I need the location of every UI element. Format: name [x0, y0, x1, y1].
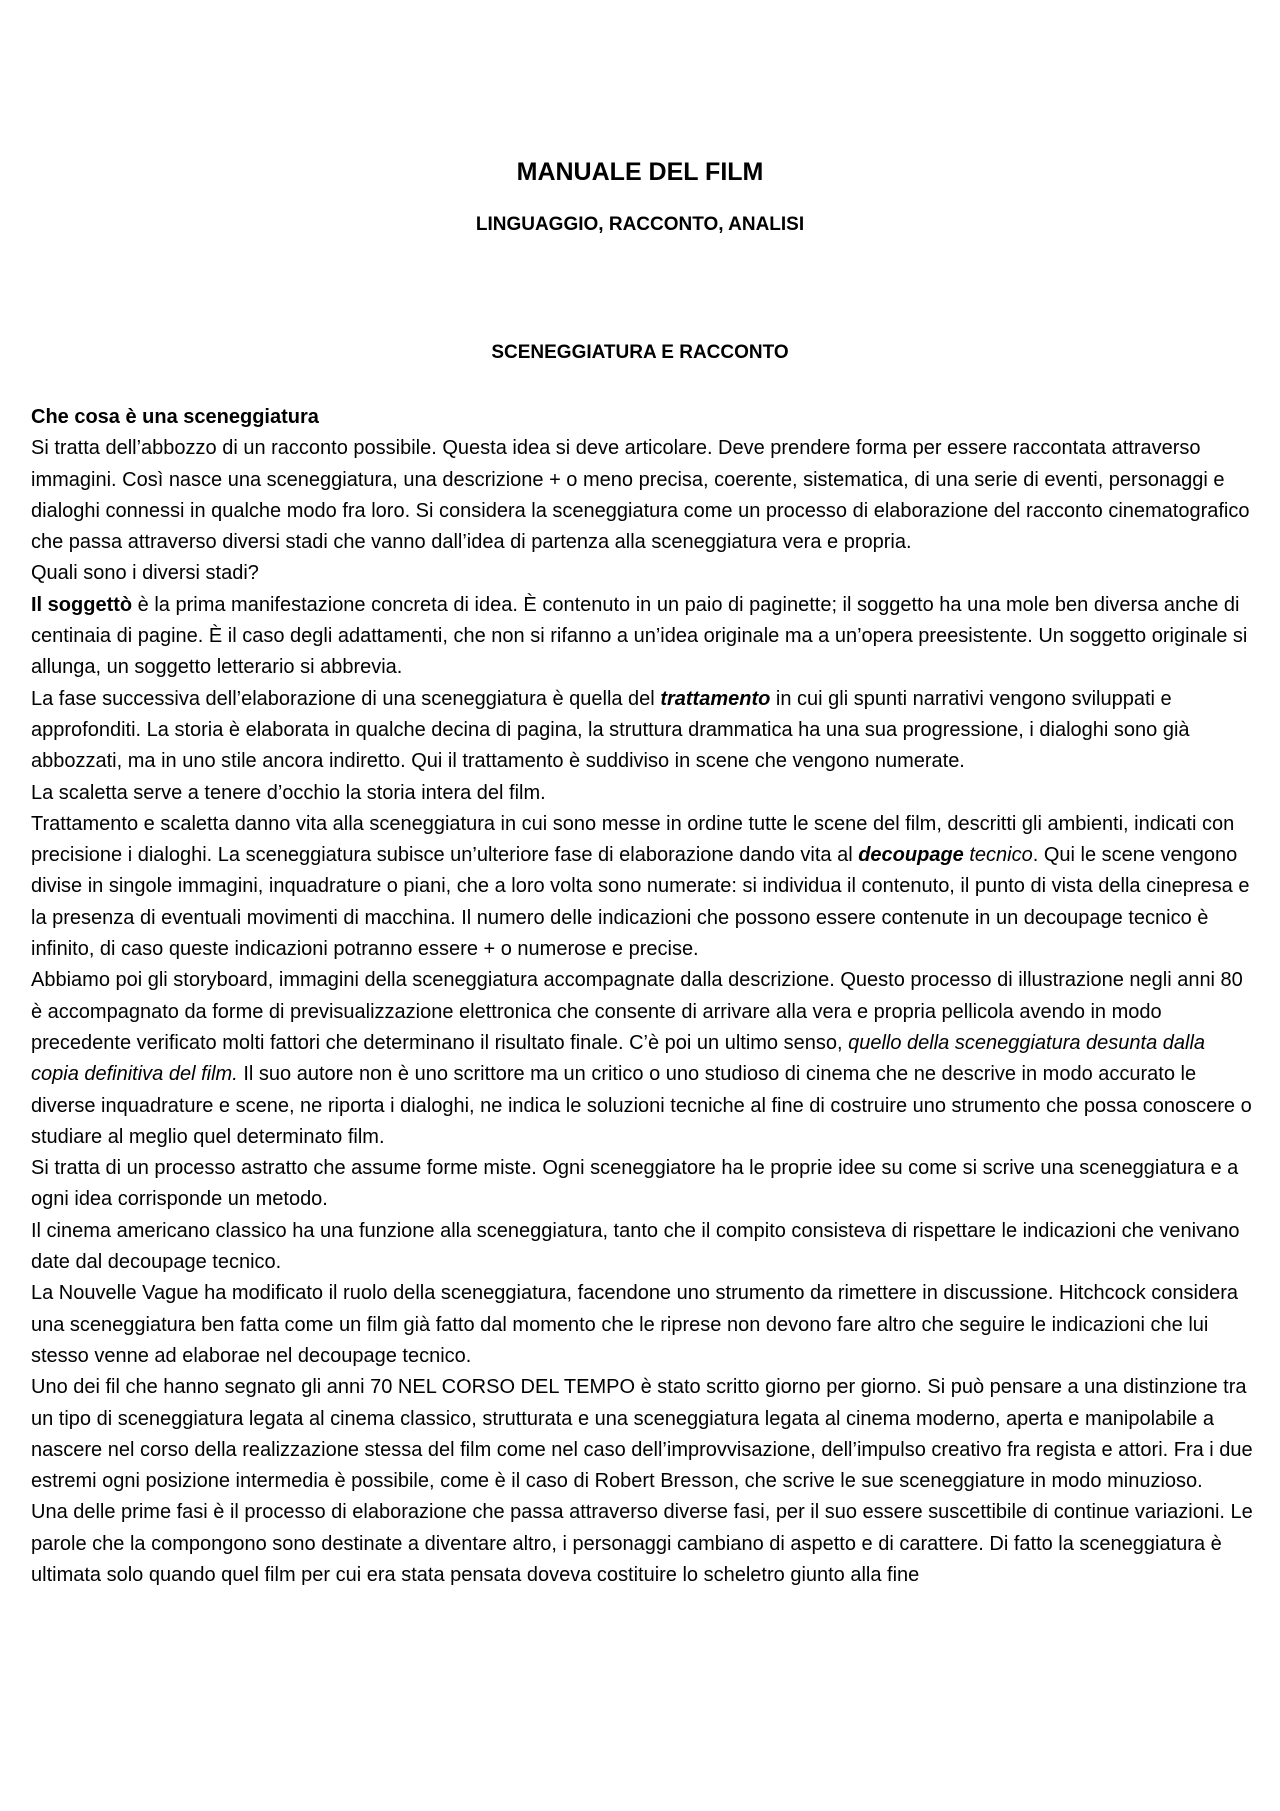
paragraph [31, 684, 1253, 778]
paragraph-text: Abbiamo poi gli storyboard, immagini della sceneggiatura accompagnate dalla descrizione. Questo processo di illustrazione negli anni 80 è accompagnato da forme di previsualizzazione elettronica che consente di arrivare alla vera e propria pellicola avendo in modo precedente verificato molti fattori che determinano il risultato finale. C’è poi un ultimo senso, [31, 969, 1243, 1054]
paragraph: La Nouvelle Vague ha modificato il ruolo della sceneggiatura, facendone uno strumento da rimettere in discussione. Hitchcock considera una sceneggiatura ben fatta come un film già fatto dal momento che le riprese non devono fare altro che seguire le indicazioni che lui stesso venne ad elaborae nel decoupage tecnico. [31, 1282, 1238, 1367]
paragraph: Quali sono i diversi stadi? [31, 562, 259, 585]
italic-phrase: quello della sceneggiatura desunta dalla copia definitiva del film. [31, 1031, 1206, 1086]
paragraph [31, 590, 1253, 684]
paragraph-text: La fase successiva dell’elaborazione di una sceneggiatura è quella del [31, 687, 661, 710]
paragraph: Si tratta di un processo astratto che assume forme miste. Ogni sceneggiatore ha le proprie idee su come si scrive una sceneggiatura e a ogni idea corrisponde un metodo. [31, 1157, 1239, 1211]
paragraph: Il cinema americano classico ha una funzione alla sceneggiatura, tanto che il compito consisteva di rispettare le indicazioni che venivano date dal decoupage tecnico. [31, 1219, 1240, 1274]
bold-term: Il soggettò [31, 593, 133, 616]
paragraph [31, 809, 1253, 965]
paragraph-text: Trattamento e scaletta danno vita alla sceneggiatura in cui sono messe in ordine tutte le scene del film, descritti gli ambienti, indicati con precisione i dialoghi. La sceneggiatura subisce un’ulteriore fase di elaborazione dando vita al [31, 812, 1235, 867]
section-title: SCENEGGIATURA E RACCONTO [491, 342, 789, 363]
paragraph: Uno dei fil che hanno segnato gli anni 70 NEL CORSO DEL TEMPO è stato scritto giorno per giorno. Si può pensare a una distinzione tra un tipo di sceneggiatura legata al cinema classico, strutturata e una sceneggiatura legata al cinema moderno, aperta e manipolabile a nascere nel corso della realizzazione stessa del film come nel caso dell’improvvisazione, dell’impulso creativo fra regista e attori. Fra i due estremi ogni posizione intermedia è possibile, come è il caso di Robert Bresson, che scrive le sue sceneggiature in modo minuzioso. [31, 1376, 1253, 1493]
italic-term: tecnico [963, 844, 1033, 867]
document-title: MANUALE DEL FILM [516, 158, 764, 186]
bold-italic-term: decoupage [858, 844, 964, 867]
paragraph: La scaletta serve a tenere d’occhio la storia intera del film. [31, 781, 546, 804]
paragraph [31, 965, 1253, 1153]
paragraph-text: è la prima manifestazione concreta di idea. È contenuto in un paio di paginette; il soggetto ha una mole ben diversa anche di centinaia di pagine. È il caso degli adattamenti, che non si rifanno a un’idea originale ma a un’opera preesistente. Un soggetto originale si allunga, un soggetto letterario si abbrevia. [31, 593, 1248, 679]
document-subtitle: LINGUAGGIO, RACCONTO, ANALISI [475, 214, 805, 235]
paragraph: Una delle prime fasi è il processo di elaborazione che passa attraverso diverse fasi, per il suo essere suscettibile di continue variazioni. Le parole che la compongono sono destinate a diventare altro, i personaggi cambiano di aspetto e di carattere. Di fatto la sceneggiatura è ultimata solo quando quel film per cui era stata pensata doveva costituire lo scheletro giunto alla fine [31, 1501, 1253, 1586]
paragraph-text: Il suo autore non è uno scrittore ma un critico o uno studioso di cinema che ne descrive in modo accurato le diverse inquadrature e scene, ne riporta i dialoghi, ne indica le soluzioni tecniche al fine di costruire uno strumento che possa conoscere o studiare al meglio quel determinato film. [31, 1063, 1252, 1148]
paragraph-text: in cui gli spunti narrativi vengono sviluppati e approfonditi. La storia è elaborata in qualche decina di pagina, la struttura drammatica ha una sua progressione, i dialoghi sono già abbozzati, ma in uno stile ancora indiretto. Qui il trattamento è suddiviso in scene che vengono numerate. [31, 687, 1190, 773]
bold-italic-term: trattamento [660, 687, 771, 710]
paragraph: Si tratta dell’abbozzo di un racconto possibile. Questa idea si deve articolare. Deve prendere forma per essere raccontata attraverso immagini. Così nasce una sceneggiatura, una descrizione + o meno precisa, coerente, sistematica, di una serie di eventi, personaggi e dialoghi connessi in qualche modo fra loro. Si considera la sceneggiatura come un processo di elaborazione del racconto cinematografico che passa attraverso diversi stadi che vanno dall’idea di partenza alla sceneggiatura vera e propria. [31, 437, 1250, 554]
paragraph-text: . Qui le scene vengono divise in singole immagini, inquadrature o piani, che a loro volta sono numerate: si individua il contenuto, il punto di vista della cinepresa e la presenza di eventuali movimenti di macchina. Il numero delle indicazioni che possono essere contenute in un decoupage tecnico è infinito, di caso queste indicazioni potranno essere + o numerose e precise. [31, 844, 1250, 961]
document-body [31, 402, 1253, 1591]
section-heading: Che cosa è una sceneggiatura [31, 406, 319, 428]
